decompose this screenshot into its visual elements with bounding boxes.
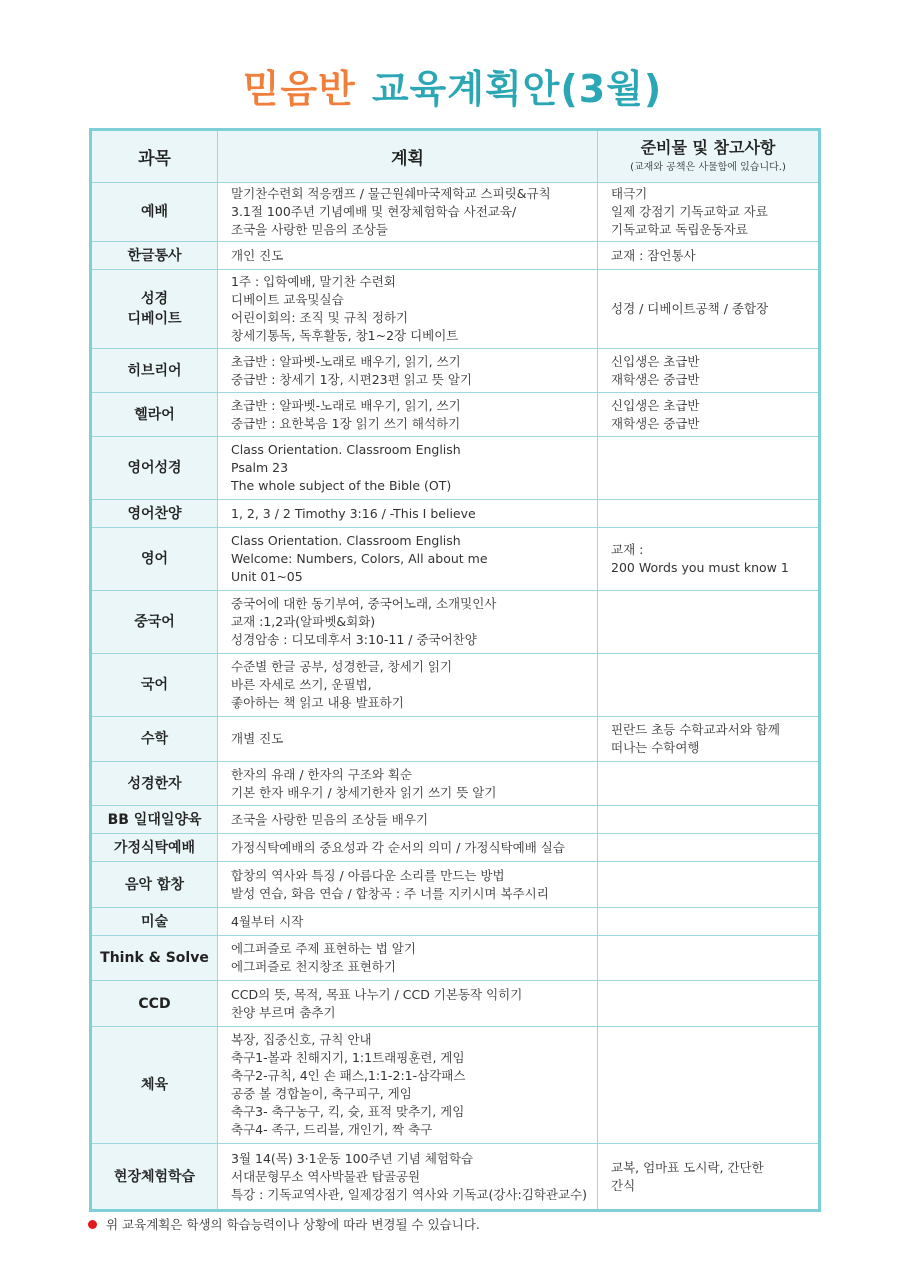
footer-note: [88, 1215, 480, 1233]
table-row: [91, 717, 820, 762]
plan-cell: [218, 500, 598, 528]
plan-cell-line: 수준별 한글 공부, 성경한글, 창세기 읽기: [231, 659, 453, 674]
plan-cell-line: 축구4- 족구, 드리블, 개인기, 짝 축구: [231, 1122, 433, 1137]
subject-cell-line: BB 일대일양육: [107, 811, 202, 828]
subject-cell-line: 성경: [140, 291, 169, 307]
prep-cell: [598, 500, 820, 528]
plan-cell-line: 에그퍼즐로 천지창조 표현하기: [231, 959, 396, 974]
table-row: [91, 528, 820, 591]
subject-cell-line: 영어찬양: [127, 505, 182, 522]
plan-cell-line: 서대문형무소 역사박물관 탑골공원: [231, 1168, 421, 1184]
prep-cell: [598, 834, 820, 862]
plan-cell-line: 특강 : 기독교역사관, 일제강점기 역사와 기독교(강사:김학관교수): [231, 1186, 587, 1202]
plan-cell: [218, 862, 598, 908]
table-row: [91, 908, 820, 936]
plan-cell-line: 복장, 집중신호, 규칙 안내: [231, 1032, 372, 1047]
plan-cell-line: 한자의 유래 / 한자의 구조와 획순: [231, 766, 413, 782]
subject-cell: [91, 806, 218, 834]
plan-cell: [218, 908, 598, 936]
plan-cell: [218, 834, 598, 862]
plan-cell-line: 조국을 사랑한 믿음의 조상들 배우기: [231, 811, 429, 827]
plan-cell-line: 창세기통독, 독후활동, 창1~2장 디베이트: [231, 328, 459, 343]
plan-cell: [218, 654, 598, 717]
plan-cell-line: 초급반 : 알파벳-노래로 배우기, 읽기, 쓰기: [231, 353, 461, 369]
prep-cell: [598, 437, 820, 500]
subject-cell: [91, 936, 218, 981]
education-plan-table: [89, 128, 821, 1212]
plan-cell: [218, 806, 598, 834]
plan-cell-line: 중급반 : 창세기 1장, 시편23편 읽고 뜻 알기: [231, 371, 472, 387]
subject-cell: [91, 528, 218, 591]
table-row: [91, 270, 820, 349]
header-prep: [598, 130, 820, 183]
plan-cell-line: 공중 볼 경합놀이, 축구피구, 게임: [231, 1086, 412, 1101]
table-row: [91, 862, 820, 908]
table-row: [91, 762, 820, 806]
prep-cell: [598, 270, 820, 349]
page-title: [0, 58, 905, 113]
plan-cell: [218, 393, 598, 437]
plan-cell: [218, 981, 598, 1027]
prep-cell-line: 교복, 엄마표 도시락, 간단한: [611, 1159, 764, 1175]
title-class-name: 믿음반: [242, 67, 356, 111]
subject-cell: [91, 183, 218, 242]
plan-cell-line: Class Orientation. Classroom English: [231, 533, 461, 548]
prep-cell-line: 재학생은 중급반: [611, 371, 700, 387]
table-row: [91, 1027, 820, 1144]
title-plan-label: 교육계획안(3월): [371, 67, 663, 111]
plan-cell-line: Psalm 23: [231, 460, 289, 475]
prep-cell: [598, 908, 820, 936]
prep-cell: [598, 1027, 820, 1144]
prep-cell: [598, 183, 820, 242]
subject-cell-line: 중국어: [134, 614, 175, 630]
subject-cell: [91, 500, 218, 528]
subject-cell: [91, 591, 218, 654]
subject-cell-line: 현장체험학습: [113, 1168, 196, 1185]
subject-cell: [91, 242, 218, 270]
prep-cell-line: 신입생은 초급반: [611, 397, 700, 413]
subject-cell: [91, 981, 218, 1027]
plan-cell-line: 말기찬수련회 적응캠프 / 물근원쉐마국제학교 스피릿&규칙: [231, 186, 551, 201]
subject-cell-line: 영어: [140, 551, 169, 567]
plan-cell: [218, 1027, 598, 1144]
plan-cell: [218, 936, 598, 981]
subject-cell-line: CCD: [138, 995, 171, 1012]
plan-cell-line: Welcome: Numbers, Colors, All about me: [231, 551, 488, 566]
header-subject: 과목: [91, 130, 218, 183]
prep-cell: [598, 936, 820, 981]
plan-cell: [218, 183, 598, 242]
plan-cell-line: 개인 진도: [231, 247, 284, 263]
header-plan: 계획: [218, 130, 598, 183]
prep-cell: [598, 981, 820, 1027]
subject-cell-line: 히브리어: [127, 362, 182, 379]
subject-cell: [91, 270, 218, 349]
table-row: [91, 393, 820, 437]
table-row: [91, 1144, 820, 1211]
plan-cell-line: 찬양 부르며 춤추기: [231, 1004, 336, 1020]
plan-cell-line: 발성 연습, 화음 연습 / 합창곡 : 주 너를 지키시며 복주시리: [231, 885, 549, 901]
table-row: [91, 183, 820, 242]
plan-cell-line: 축구2-규칙, 4인 손 패스,1:1-2:1-삼각패스: [231, 1068, 466, 1083]
subject-cell: [91, 834, 218, 862]
plan-cell-line: 중급반 : 요한복음 1장 읽기 쓰기 해석하기: [231, 415, 461, 431]
prep-cell-line: 간식: [611, 1177, 636, 1193]
plan-cell: [218, 591, 598, 654]
plan-cell-line: 바른 자세로 쓰기, 운필법,: [231, 677, 372, 692]
table-row: [91, 654, 820, 717]
plan-cell-line: 축구1-볼과 친해지기, 1:1트래핑훈련, 게임: [231, 1050, 465, 1065]
plan-cell-line: 합창의 역사와 특징 / 아름다운 소리를 만드는 방법: [231, 867, 505, 883]
subject-cell: [91, 1027, 218, 1144]
subject-cell: [91, 437, 218, 500]
plan-cell-line: 에그퍼즐로 주제 표현하는 법 알기: [231, 941, 416, 956]
subject-cell: [91, 654, 218, 717]
plan-cell-line: 성경암송 : 디모데후서 3:10-11 / 중국어찬양: [231, 632, 477, 647]
plan-cell-line: 3월 14(목) 3·1운동 100주년 기념 체험학습: [231, 1150, 474, 1166]
subject-cell: [91, 393, 218, 437]
prep-cell: [598, 242, 820, 270]
prep-cell: [598, 1144, 820, 1211]
plan-cell-line: 3.1절 100주년 기념예배 및 현장체험학습 사전교육/: [231, 204, 517, 219]
prep-cell-line: 일제 강점기 기독교학교 자료: [611, 204, 768, 219]
plan-cell: [218, 762, 598, 806]
prep-cell-line: 기독교학교 독립운동자료: [611, 222, 748, 237]
prep-cell: [598, 717, 820, 762]
plan-cell-line: 중국어에 대한 동기부여, 중국어노래, 소개및인사: [231, 596, 497, 611]
table-header-row: [91, 130, 820, 183]
subject-cell: [91, 862, 218, 908]
subject-cell-line: 체육: [140, 1077, 169, 1093]
subject-cell-line: 헬라어: [134, 406, 175, 423]
plan-cell: [218, 528, 598, 591]
plan-cell: [218, 717, 598, 762]
footer-text: 위 교육계획은 학생의 학습능력이나 상황에 따라 변경될 수 있습니다.: [106, 1217, 480, 1232]
table-row: [91, 834, 820, 862]
table-row: [91, 936, 820, 981]
header-prep-note: (교재와 공책은 사물함에 있습니다.): [630, 162, 786, 173]
prep-cell-line: 신입생은 초급반: [611, 353, 700, 369]
prep-cell-line: 교재 : 잠언통사: [611, 247, 696, 263]
subject-cell: [91, 349, 218, 393]
plan-cell-line: 1주 : 입학예배, 말기찬 수련회: [231, 274, 396, 289]
plan-cell-line: 가정식탁예배의 중요성과 각 순서의 의미 / 가정식탁예배 실습: [231, 839, 565, 855]
prep-cell: [598, 591, 820, 654]
plan-cell-line: 초급반 : 알파벳-노래로 배우기, 읽기, 쓰기: [231, 397, 461, 413]
subject-cell-line: 가정식탁예배: [113, 839, 196, 856]
prep-cell: [598, 528, 820, 591]
plan-cell: [218, 242, 598, 270]
plan-cell-line: 조국을 사랑한 믿음의 조상들: [231, 222, 388, 237]
plan-cell: [218, 1144, 598, 1211]
table-row: [91, 806, 820, 834]
plan-cell-line: 좋아하는 책 읽고 내용 발표하기: [231, 695, 404, 710]
prep-cell: [598, 762, 820, 806]
prep-cell-line: 떠나는 수학여행: [611, 740, 700, 755]
table-row: [91, 591, 820, 654]
prep-cell-line: 재학생은 중급반: [611, 415, 700, 431]
header-prep-label: 준비물 및 참고사항: [640, 138, 776, 157]
prep-cell-line: 성경 / 디베이트공책 / 종합장: [611, 301, 769, 316]
subject-cell-line: 한글통사: [127, 247, 182, 264]
subject-cell-line: 음악 합창: [125, 876, 184, 893]
bullet-icon: [88, 1220, 97, 1229]
subject-cell: [91, 717, 218, 762]
prep-cell: [598, 393, 820, 437]
subject-cell-line: 디베이트: [127, 311, 182, 327]
subject-cell-line: 성경한자: [127, 775, 182, 792]
subject-cell: [91, 762, 218, 806]
plan-cell-line: 디베이트 교육및실습: [231, 292, 344, 307]
table-row: [91, 437, 820, 500]
prep-cell-line: 핀란드 초등 수학교과서와 함께: [611, 722, 780, 737]
subject-cell: [91, 908, 218, 936]
prep-cell: [598, 806, 820, 834]
plan-cell-line: 교재 :1,2과(알파벳&회화): [231, 614, 376, 629]
subject-cell-line: 영어성경: [127, 460, 182, 476]
prep-cell-line: 200 Words you must know 1: [611, 560, 789, 575]
table-row: [91, 981, 820, 1027]
plan-cell: [218, 437, 598, 500]
plan-cell-line: CCD의 뜻, 목적, 목표 나누기 / CCD 기본동작 익히기: [231, 986, 523, 1002]
plan-cell-line: 개별 진도: [231, 731, 284, 746]
plan-cell-line: Unit 01~05: [231, 569, 303, 584]
plan-cell-line: Class Orientation. Classroom English: [231, 442, 461, 457]
plan-cell-line: 기본 한자 배우기 / 창세기한자 읽기 쓰기 뜻 알기: [231, 784, 497, 800]
subject-cell-line: 국어: [140, 677, 169, 693]
plan-cell-line: 어린이회의: 조직 및 규칙 정하기: [231, 310, 409, 325]
subject-cell: [91, 1144, 218, 1211]
table-row: [91, 242, 820, 270]
prep-cell: [598, 349, 820, 393]
prep-cell-line: 태극기: [611, 186, 648, 201]
plan-cell-line: 1, 2, 3 / 2 Timothy 3:16 / -This I believe: [231, 505, 476, 521]
plan-cell-line: The whole subject of the Bible (OT): [231, 478, 452, 493]
subject-cell-line: 예배: [140, 204, 169, 220]
plan-cell-line: 축구3- 축구농구, 킥, 슛, 표적 맞추기, 게임: [231, 1104, 465, 1119]
plan-cell: [218, 270, 598, 349]
prep-cell: [598, 862, 820, 908]
subject-cell-line: Think & Solve: [100, 950, 209, 966]
subject-cell-line: 수학: [140, 731, 169, 747]
subject-cell-line: 미술: [140, 913, 169, 930]
plan-cell: [218, 349, 598, 393]
prep-cell: [598, 654, 820, 717]
table-row: [91, 349, 820, 393]
table-body: [91, 183, 820, 1211]
table-row: [91, 500, 820, 528]
prep-cell-line: 교재 :: [611, 542, 644, 557]
plan-cell-line: 4월부터 시작: [231, 913, 304, 929]
